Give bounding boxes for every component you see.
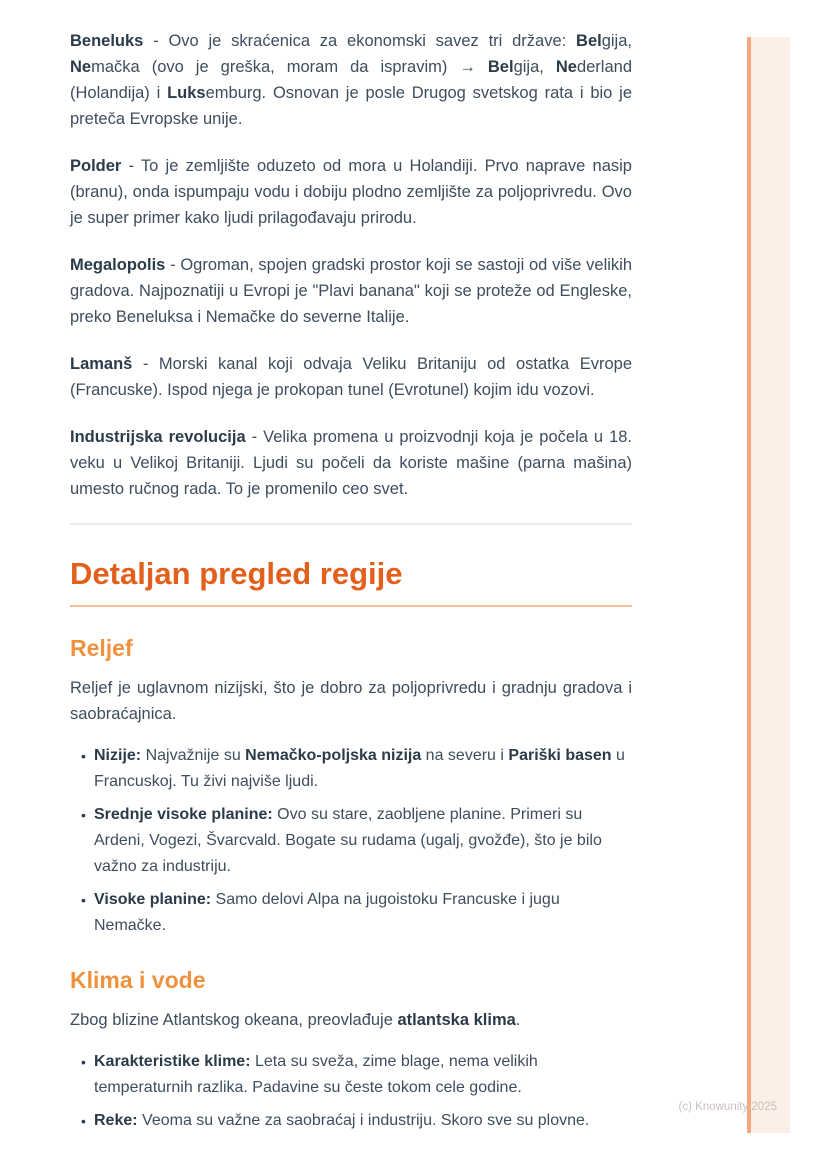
text-segment: Beneluks	[70, 32, 144, 50]
list-item-reke	[70, 1108, 632, 1134]
list-item-srednje-visoke-planine	[70, 802, 632, 880]
text-segment: Reljef je uglavnom nizijski, što je dobro za poljoprivredu i gradnju gradova i saobraćajnica.	[70, 679, 632, 723]
text-segment: Zbog blizine Atlantskog okeana, preovlađuje	[70, 1011, 398, 1029]
text-segment: Leta su sveža, zime blage, nema velikih temperaturnih razlika. Padavine su česte tokom cele godine.	[94, 1053, 538, 1096]
page-edge-stripe-decoration	[747, 37, 790, 1133]
subsection-heading-klima-i-vode: Klima i vode	[70, 967, 206, 993]
glossary-paragraph-polder	[70, 153, 632, 231]
text-segment: - Morski kanal koji odvaja Veliku Britaniju od ostatka Evrope (Francuske). Ispod njega je prokopan tunel (Evrotunel) kojim idu vozovi.	[70, 355, 632, 399]
text-segment: Reke:	[94, 1112, 138, 1129]
text-segment: Ne	[555, 58, 577, 76]
text-segment: Ne	[70, 58, 92, 76]
text-segment: Luks	[167, 84, 206, 102]
text-segment: Veoma su važne za saobraćaj i industriju. Skoro sve su plovne.	[137, 1112, 590, 1129]
reljef-bullet-list	[70, 743, 632, 939]
text-segment: mačka (ovo je greška, moram da ispravim) →	[91, 58, 488, 76]
list-item-karakteristike-klime	[70, 1049, 632, 1101]
section-heading-detaljan-pregled: Detaljan pregled regije	[70, 556, 403, 591]
text-segment: Samo delovi Alpa na jugoistoku Francuske i jugu Nemačke.	[94, 891, 560, 934]
text-segment: Ovo su stare, zaobljene planine. Primeri su Ardeni, Vogezi, Švarcvald. Bogate su rudama (ugalj, gvožđe), što je bilo važno za industriju.	[94, 806, 602, 875]
text-segment: Megalopolis	[70, 256, 166, 274]
text-segment: u Francuskoj. Tu živi najviše ljudi.	[94, 747, 625, 790]
klima-bullet-list	[70, 1049, 632, 1134]
list-item-visoke-planine	[70, 887, 632, 939]
text-segment: derland (Holandija) i	[70, 58, 632, 102]
glossary-paragraph-megalopolis	[70, 252, 632, 330]
text-segment: - To je zemljište oduzeto od mora u Holandiji. Prvo naprave nasip (branu), onda ispumpaju vodu i dobiju plodno zemljište za poljoprivredu. Ovo je super primer kako ljudi prilagođavaju prirodu.	[70, 157, 632, 227]
reljef-intro-paragraph	[70, 675, 632, 727]
text-segment: gija,	[513, 58, 556, 76]
text-segment: atlantska klima	[397, 1011, 516, 1029]
content-divider	[70, 523, 632, 525]
glossary-paragraph-beneluks	[70, 28, 632, 132]
text-segment: .	[515, 1011, 521, 1029]
text-segment: - Velika promena u proizvodnji koja je počela u 18. veku u Velikoj Britaniji. Ljudi su počeli da koriste mašine (parna mašina) umesto ručnog rada. To je promenilo ceo svet.	[70, 428, 633, 498]
copyright-watermark: (c) Knowunity 2025	[678, 1101, 777, 1113]
text-segment: Industrijska revolucija	[70, 428, 246, 446]
glossary-paragraph-lamans	[70, 351, 632, 403]
text-segment: Najvažnije su	[141, 747, 246, 764]
glossary-paragraph-industrijska-revolucija	[70, 424, 632, 502]
text-segment: na severu i	[421, 747, 509, 764]
text-segment: Srednje visoke planine:	[94, 806, 273, 823]
text-segment: Nizije:	[94, 747, 142, 764]
text-segment: Bel	[487, 58, 514, 76]
list-item-nizije	[70, 743, 632, 795]
text-segment: - Ogroman, spojen gradski prostor koji se sastoji od više velikih gradova. Najpoznatiji u Evropi je "Plavi banana" koji se proteže od Engleske, preko Beneluksa i Nemačke do severne Italije.	[70, 256, 632, 326]
text-segment: Bel	[576, 32, 602, 50]
text-segment: emburg. Osnovan je posle Drugog svetskog rata i bio je preteča Evropske unije.	[70, 84, 632, 128]
text-segment: Karakteristike klime:	[94, 1053, 251, 1070]
text-segment: Nemačko-poljska nizija	[245, 747, 422, 764]
klima-intro-paragraph	[70, 1007, 632, 1033]
text-segment: Polder	[70, 157, 122, 175]
text-segment: Visoke planine:	[94, 891, 212, 908]
text-segment: Lamanš	[70, 355, 133, 373]
text-segment: Pariški basen	[508, 747, 612, 764]
document-content	[70, 28, 632, 1141]
section-heading-underline	[70, 605, 632, 607]
subsection-heading-reljef: Reljef	[70, 635, 133, 661]
text-segment: gija,	[601, 32, 632, 50]
text-segment: - Ovo je skraćenica za ekonomski savez tri države:	[143, 32, 577, 50]
